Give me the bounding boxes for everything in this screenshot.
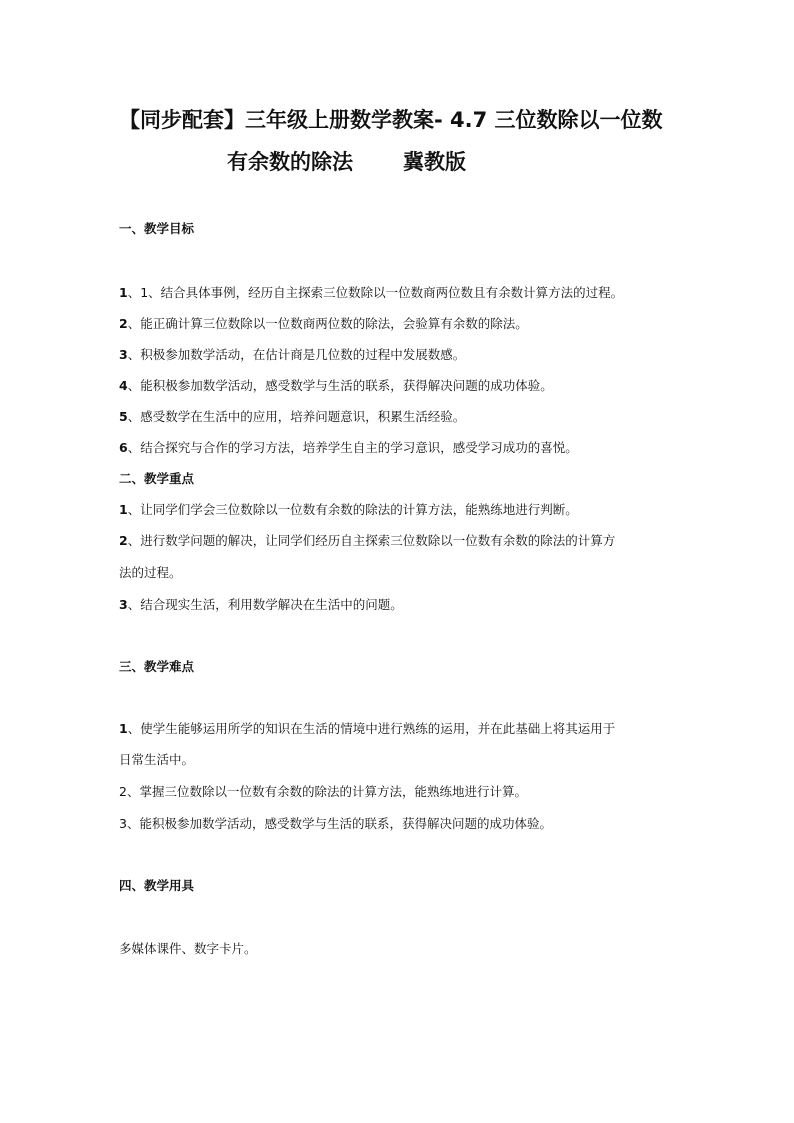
document-title-line-2 — [227, 146, 466, 176]
section-heading-difficulties: 三、教学难点 — [119, 659, 195, 674]
difficulty-item: 1、使学生能够运用所学的知识在生活的情境中进行熟练的运用，并在此基础上将其运用于 — [119, 721, 616, 736]
objective-item: 1、1、结合具体事例，经历自主探索三位数除以一位数商两位数且有余数计算方法的过程。 — [119, 285, 624, 300]
objective-item: 6、结合探究与合作的学习方法，培养学生自主的学习意识，感受学习成功的喜悦。 — [119, 440, 578, 455]
document-title-line-1: 【同步配套】三年级上册数学教案- 4.7 三位数除以一位数 — [119, 108, 663, 132]
objective-item: 5、感受数学在生活中的应用，培养问题意识，积累生活经验。 — [119, 409, 466, 424]
difficulty-item-continuation: 日常生活中。 — [119, 752, 195, 767]
difficulty-item: 3、能积极参加数学活动，感受数学与生活的联系，获得解决问题的成功体验。 — [119, 816, 552, 831]
title-subtitle: 有余数的除法 — [227, 150, 353, 174]
key-point-item-continuation: 法的过程。 — [119, 565, 182, 580]
section-heading-key-points: 二、教学重点 — [119, 471, 195, 486]
key-point-item: 3、结合现实生活，利用数学解决在生活中的问题。 — [119, 597, 403, 612]
section-heading-objectives: 一、教学目标 — [119, 221, 195, 236]
section-heading-teaching-tools: 四、教学用具 — [119, 878, 195, 893]
title-edition: 冀教版 — [403, 150, 466, 174]
objective-item: 2、能正确计算三位数除以一位数商两位数的除法，会验算有余数的除法。 — [119, 316, 528, 331]
teaching-tools-content: 多媒体课件、数字卡片。 — [119, 941, 257, 956]
objective-item: 4、能积极参加数学活动，感受数学与生活的联系，获得解决问题的成功体验。 — [119, 378, 553, 393]
objective-item: 3、积极参加数学活动，在估计商是几位数的过程中发展数感。 — [119, 347, 466, 362]
difficulty-item: 2、掌握三位数除以一位数有余数的除法的计算方法，能熟练地进行计算。 — [119, 784, 527, 799]
key-point-item: 1、让同学们学会三位数除以一位数有余数的除法的计算方法，能熟练地进行判断。 — [119, 502, 578, 517]
key-point-item: 2、进行数学问题的解决，让同学们经历自主探索三位数除以一位数有余数的除法的计算方 — [119, 533, 616, 548]
